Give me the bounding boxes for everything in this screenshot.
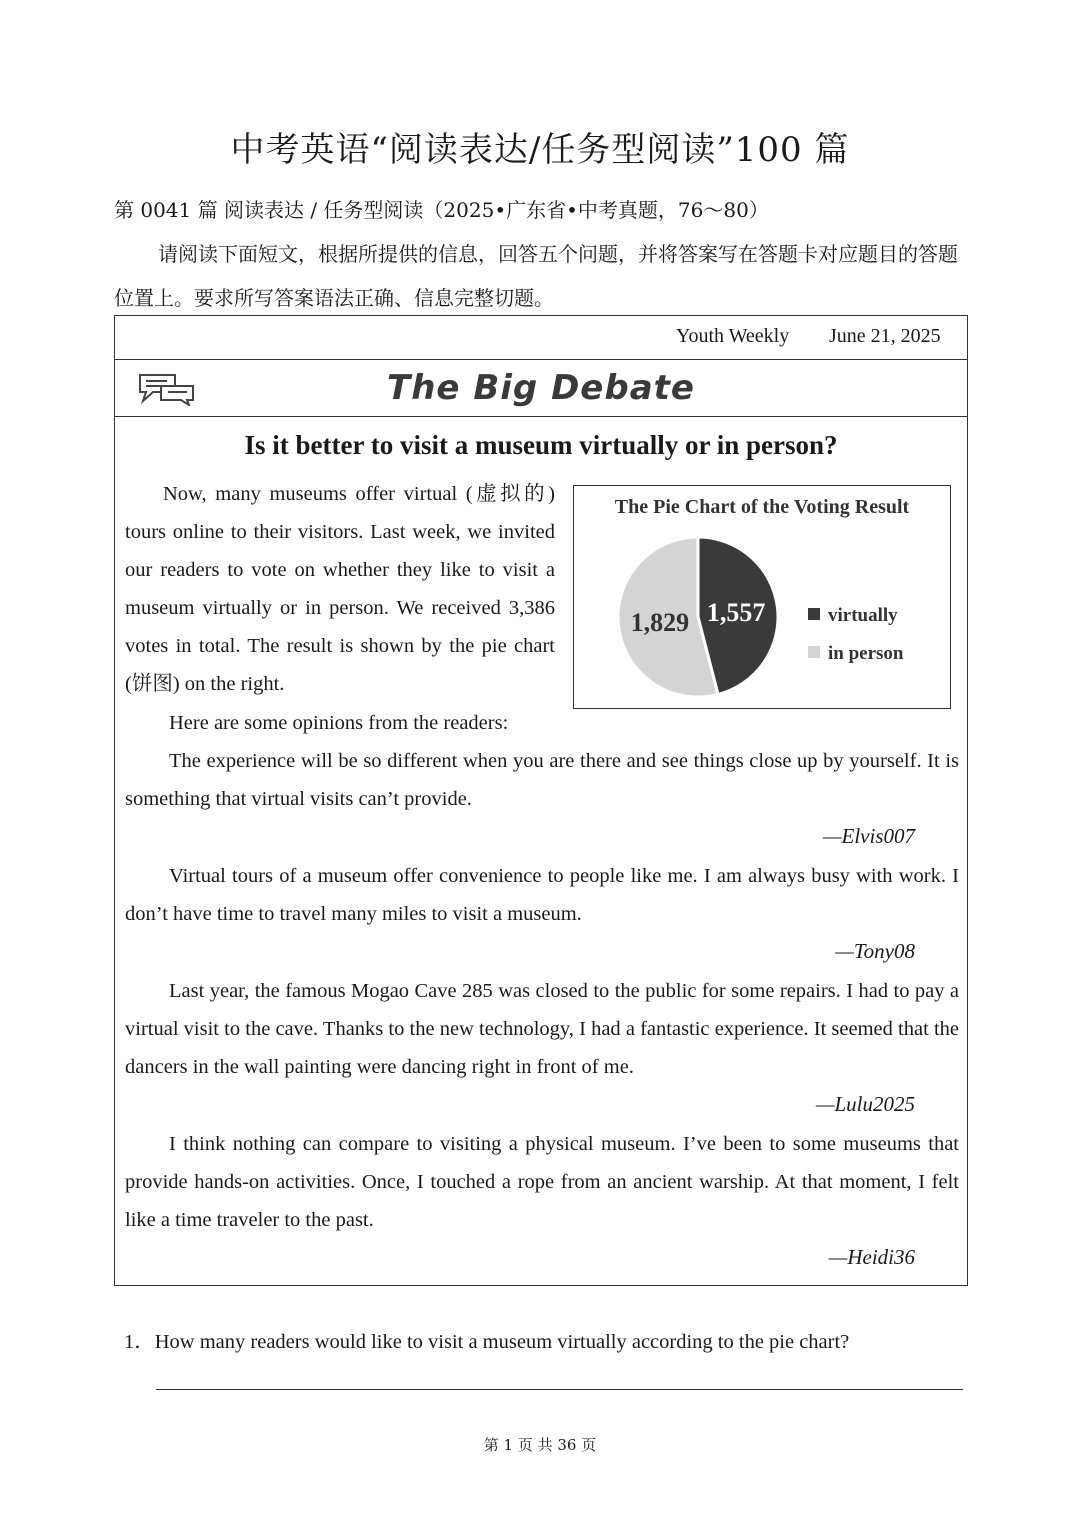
issue-date: June 21, 2025 bbox=[829, 325, 941, 347]
page-title: 中考英语“阅读表达/任务型阅读”100 篇 bbox=[230, 130, 850, 170]
question-1: 1．How many readers would like to visit a museum virtually according to the pie chart? bbox=[124, 1331, 850, 1353]
legend-item-virtually bbox=[808, 605, 898, 627]
article-frame bbox=[114, 315, 968, 1286]
legend-label: virtually bbox=[828, 605, 898, 626]
opinion-text: Last year, the famous Mogao Cave 285 was closed to the public for some repairs. I had to pay a virtual visit to the cave. Thanks to the new technology, I had a fantastic experience. It seemed that the dancers in the wall painting were dancing right in front of me. bbox=[125, 980, 959, 1078]
chart-title: The Pie Chart of the Voting Result bbox=[614, 496, 910, 518]
section-heading: 第 0041 篇 阅读表达 / 任务型阅读（2025•广东省•中考真题，76～80） bbox=[114, 198, 769, 222]
pie-svg bbox=[574, 486, 950, 708]
legend-label: in person bbox=[828, 643, 904, 664]
legend-item-in-person bbox=[808, 643, 904, 665]
opinion-author: —Heidi36 bbox=[828, 1245, 915, 1269]
opinion-author: —Elvis007 bbox=[822, 824, 915, 848]
opinion-text: The experience will be so different when you are there and see things close up by yourself. It is something that virtual visits can’t provide. bbox=[125, 750, 959, 810]
legend-swatch bbox=[808, 608, 820, 620]
slice-label-in-person: 1,829 bbox=[630, 607, 690, 637]
publication-name: Youth Weekly bbox=[676, 325, 790, 347]
pie-chart bbox=[573, 485, 951, 709]
banner bbox=[115, 360, 967, 417]
opinion-author: —Tony08 bbox=[835, 939, 915, 963]
opinion-text: I think nothing can compare to visiting a physical museum. I’ve been to some museums that provide hands-on activities. Once, I touched a rope from an ancient warship. At that moment, I felt like a time traveler to the past. bbox=[125, 1133, 959, 1231]
opinion-text: Virtual tours of a museum offer convenience to people like me. I am always busy with work. I don’t have time to travel many miles to visit a museum. bbox=[125, 865, 959, 925]
legend-swatch bbox=[808, 646, 820, 658]
answer-line[interactable] bbox=[156, 1389, 963, 1390]
intro-paragraph: Now, many museums offer virtual (虚拟的) tours online to their visitors. Last week, we invited our readers to vote on whether they like to visit a museum virtually or in person. We received 3,386 votes in total. The result is shown by the pie chart (饼图) on the right. bbox=[125, 483, 555, 695]
issue-header bbox=[115, 316, 967, 360]
slice-label-virtually: 1,557 bbox=[706, 598, 766, 628]
page-footer: 第 1 页 共 36 页 bbox=[483, 1436, 597, 1454]
opinion-author: —Lulu2025 bbox=[815, 1092, 915, 1116]
banner-title: The Big Debate bbox=[387, 368, 695, 408]
instructions: 请阅读下面短文，根据所提供的信息，回答五个问题，并将答案写在答题卡对应题目的答题位置上。要求所写答案语法正确、信息完整切题。 bbox=[114, 242, 958, 310]
opinions-lead: Here are some opinions from the readers: bbox=[169, 712, 509, 734]
article-headline: Is it better to visit a museum virtually or in person? bbox=[244, 430, 838, 460]
